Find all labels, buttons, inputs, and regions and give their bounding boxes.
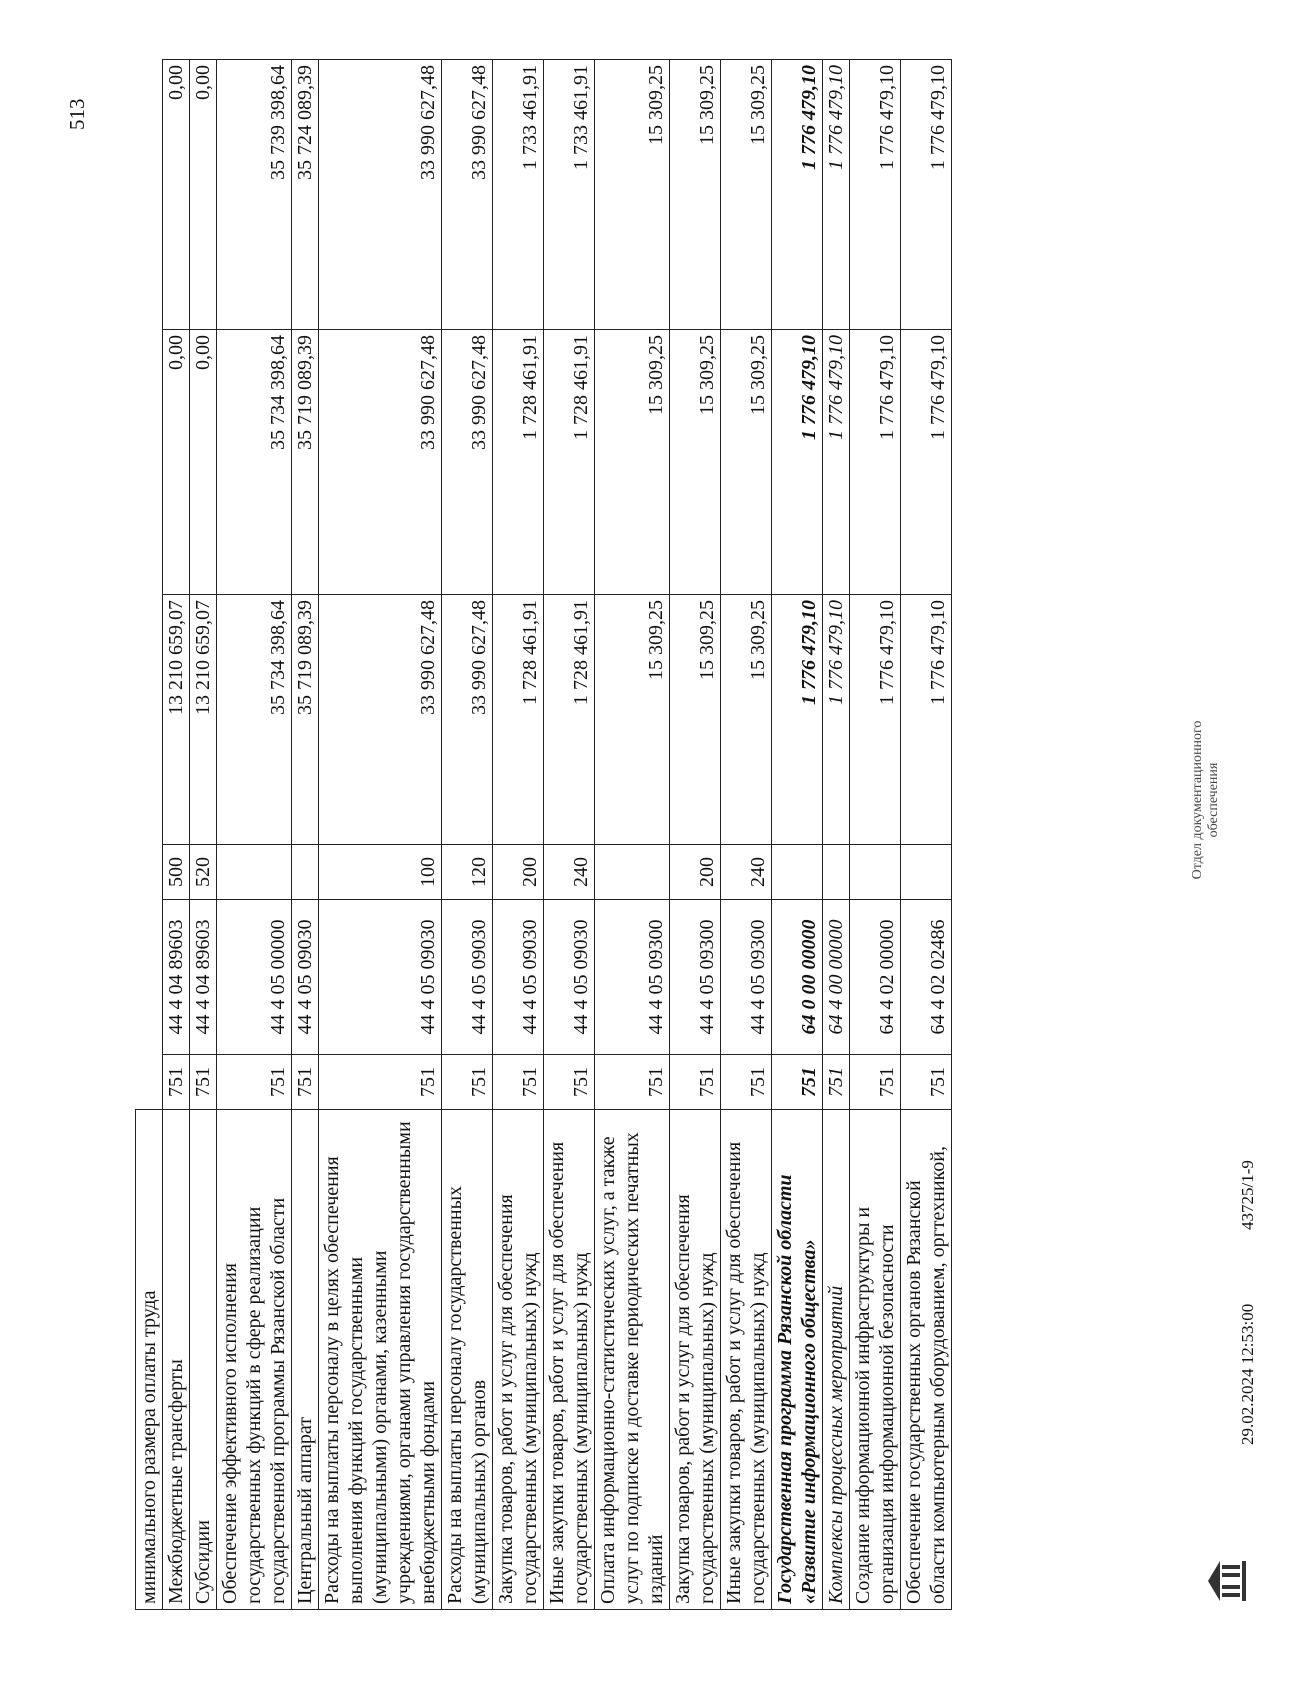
stamp-line-2: обеспечения bbox=[1206, 762, 1221, 838]
table-row bbox=[721, 60, 772, 1610]
table-row bbox=[901, 60, 952, 1610]
expense-kind-cell: 100 bbox=[319, 845, 442, 900]
page-number: 513 bbox=[65, 98, 89, 130]
sum-year-1-cell: 1 776 479,10 bbox=[901, 595, 952, 845]
sum-year-1-cell: 1 776 479,10 bbox=[772, 595, 823, 845]
dept-code-cell: 751 bbox=[319, 1055, 442, 1110]
dept-code-cell: 751 bbox=[670, 1055, 721, 1110]
sum-year-2-cell: 1 728 461,91 bbox=[544, 330, 595, 595]
dept-code-cell: 751 bbox=[901, 1055, 952, 1110]
sum-year-1-cell: 1 776 479,10 bbox=[850, 595, 901, 845]
sum-year-2-cell: 1 776 479,10 bbox=[772, 330, 823, 595]
expense-kind-cell bbox=[595, 845, 670, 900]
row-name-cell: минимального размера оплаты труда bbox=[136, 1110, 163, 1610]
target-article-cell bbox=[136, 900, 163, 1055]
sum-year-1-cell: 33 990 627,48 bbox=[442, 595, 493, 845]
table-row bbox=[595, 60, 670, 1610]
sum-year-3-cell: 15 309,25 bbox=[721, 60, 772, 330]
sum-year-2-cell bbox=[136, 330, 163, 595]
sum-year-3-cell: 0,00 bbox=[163, 60, 190, 330]
sum-year-1-cell: 33 990 627,48 bbox=[319, 595, 442, 845]
dept-code-cell: 751 bbox=[217, 1055, 292, 1110]
table-row bbox=[217, 60, 292, 1610]
row-name-cell: Закупка товаров, работ и услуг для обеспечения государственных (муниципальных) нужд bbox=[493, 1110, 544, 1610]
table-row bbox=[493, 60, 544, 1610]
row-name-cell: Центральный аппарат bbox=[292, 1110, 319, 1610]
sum-year-3-cell: 35 739 398,64 bbox=[217, 60, 292, 330]
row-name-cell: Межбюджетные трансферты bbox=[163, 1110, 190, 1610]
table-row bbox=[544, 60, 595, 1610]
expense-kind-cell bbox=[823, 845, 850, 900]
table-row bbox=[670, 60, 721, 1610]
row-name-cell: Расходы на выплаты персоналу в целях обеспечения выполнения функций государственными (муниципальными) органами, казенными учреждениями, органами управления государственными внебюджетными фондами bbox=[319, 1110, 442, 1610]
sum-year-3-cell: 15 309,25 bbox=[670, 60, 721, 330]
row-name-cell: Государственная программа Рязанской области «Развитие информационного общества» bbox=[772, 1110, 823, 1610]
stamp-line-1: Отдел документационного bbox=[1190, 720, 1205, 880]
expense-kind-cell bbox=[901, 845, 952, 900]
dept-code-cell: 751 bbox=[190, 1055, 217, 1110]
dept-code-cell: 751 bbox=[544, 1055, 595, 1110]
dept-code-cell bbox=[136, 1055, 163, 1110]
dept-code-cell: 751 bbox=[163, 1055, 190, 1110]
expense-kind-cell bbox=[136, 845, 163, 900]
sum-year-3-cell: 1 776 479,10 bbox=[850, 60, 901, 330]
sum-year-3-cell: 1 776 479,10 bbox=[901, 60, 952, 330]
target-article-cell: 44 4 05 09030 bbox=[292, 900, 319, 1055]
row-name-cell: Расходы на выплаты персоналу государственных (муниципальных) органов bbox=[442, 1110, 493, 1610]
dept-code-cell: 751 bbox=[721, 1055, 772, 1110]
sum-year-3-cell: 1 776 479,10 bbox=[772, 60, 823, 330]
row-name-cell: Субсидии bbox=[190, 1110, 217, 1610]
sum-year-1-cell bbox=[136, 595, 163, 845]
table-row bbox=[136, 60, 163, 1610]
expense-kind-cell bbox=[217, 845, 292, 900]
sum-year-2-cell: 35 719 089,39 bbox=[292, 330, 319, 595]
dept-code-cell: 751 bbox=[850, 1055, 901, 1110]
target-article-cell: 44 4 05 09300 bbox=[595, 900, 670, 1055]
sum-year-1-cell: 15 309,25 bbox=[721, 595, 772, 845]
rotated-page bbox=[65, 60, 1257, 1610]
sum-year-3-cell: 15 309,25 bbox=[595, 60, 670, 330]
sum-year-1-cell: 1 728 461,91 bbox=[544, 595, 595, 845]
table-row bbox=[823, 60, 850, 1610]
table-row bbox=[190, 60, 217, 1610]
sum-year-1-cell: 1 776 479,10 bbox=[823, 595, 850, 845]
table-row bbox=[163, 60, 190, 1610]
expense-kind-cell: 520 bbox=[190, 845, 217, 900]
expense-kind-cell: 500 bbox=[163, 845, 190, 900]
sum-year-1-cell: 35 719 089,39 bbox=[292, 595, 319, 845]
target-article-cell: 64 4 02 00000 bbox=[850, 900, 901, 1055]
sum-year-3-cell: 1 733 461,91 bbox=[493, 60, 544, 330]
expense-kind-cell bbox=[292, 845, 319, 900]
sum-year-2-cell: 0,00 bbox=[163, 330, 190, 595]
row-name-cell: Обеспечение эффективного исполнения государственных функций в сфере реализации государственной программы Рязанской области bbox=[217, 1110, 292, 1610]
row-name-cell: Оплата информационно-статистических услуг, а также услуг по подписке и доставке периодических печатных изданий bbox=[595, 1110, 670, 1610]
target-article-cell: 44 4 05 09030 bbox=[493, 900, 544, 1055]
target-article-cell: 44 4 05 09300 bbox=[721, 900, 772, 1055]
expense-kind-cell bbox=[850, 845, 901, 900]
sum-year-2-cell: 1 776 479,10 bbox=[850, 330, 901, 595]
row-name-cell: Обеспечение государственных органов Рязанской области компьютерным оборудованием, оргтехникой, bbox=[901, 1110, 952, 1610]
document-system-logo-icon bbox=[1202, 1557, 1250, 1605]
table-row bbox=[292, 60, 319, 1610]
sum-year-2-cell: 0,00 bbox=[190, 330, 217, 595]
sum-year-3-cell: 1 776 479,10 bbox=[823, 60, 850, 330]
sum-year-1-cell: 15 309,25 bbox=[670, 595, 721, 845]
sum-year-2-cell: 15 309,25 bbox=[721, 330, 772, 595]
target-article-cell: 44 4 05 09030 bbox=[319, 900, 442, 1055]
sum-year-1-cell: 1 728 461,91 bbox=[493, 595, 544, 845]
sum-year-2-cell: 1 776 479,10 bbox=[901, 330, 952, 595]
target-article-cell: 44 4 05 00000 bbox=[217, 900, 292, 1055]
page-footer bbox=[1190, 60, 1310, 1610]
sum-year-2-cell: 15 309,25 bbox=[670, 330, 721, 595]
expense-kind-cell: 120 bbox=[442, 845, 493, 900]
department-stamp bbox=[1190, 670, 1222, 930]
target-article-cell: 44 4 04 89603 bbox=[163, 900, 190, 1055]
sum-year-1-cell: 35 734 398,64 bbox=[217, 595, 292, 845]
target-article-cell: 44 4 04 89603 bbox=[190, 900, 217, 1055]
target-article-cell: 64 0 00 00000 bbox=[772, 900, 823, 1055]
target-article-cell: 64 4 00 00000 bbox=[823, 900, 850, 1055]
target-article-cell: 64 4 02 02486 bbox=[901, 900, 952, 1055]
dept-code-cell: 751 bbox=[493, 1055, 544, 1110]
dept-code-cell: 751 bbox=[595, 1055, 670, 1110]
row-name-cell: Создание информационной инфраструктуры и организация информационной безопасности bbox=[850, 1110, 901, 1610]
expense-kind-cell: 240 bbox=[544, 845, 595, 900]
expense-kind-cell: 200 bbox=[670, 845, 721, 900]
sum-year-2-cell: 15 309,25 bbox=[595, 330, 670, 595]
dept-code-cell: 751 bbox=[772, 1055, 823, 1110]
table-row bbox=[850, 60, 901, 1610]
target-article-cell: 44 4 05 09030 bbox=[544, 900, 595, 1055]
sum-year-1-cell: 13 210 659,07 bbox=[163, 595, 190, 845]
table-row bbox=[772, 60, 823, 1610]
sum-year-3-cell: 35 724 089,39 bbox=[292, 60, 319, 330]
table-row bbox=[442, 60, 493, 1610]
row-name-cell: Иные закупки товаров, работ и услуг для обеспечения государственных (муниципальных) нужд bbox=[544, 1110, 595, 1610]
row-name-cell: Иные закупки товаров, работ и услуг для обеспечения государственных (муниципальных) нужд bbox=[721, 1110, 772, 1610]
sum-year-2-cell: 1 728 461,91 bbox=[493, 330, 544, 595]
sum-year-3-cell: 33 990 627,48 bbox=[442, 60, 493, 330]
table-row bbox=[319, 60, 442, 1610]
dept-code-cell: 751 bbox=[823, 1055, 850, 1110]
footer-datetime: 29.02.2024 12:53:00 bbox=[1238, 1303, 1257, 1445]
sum-year-3-cell bbox=[136, 60, 163, 330]
dept-code-cell: 751 bbox=[292, 1055, 319, 1110]
footer-doc-number: 43725/1-9 bbox=[1238, 1160, 1257, 1230]
sum-year-3-cell: 0,00 bbox=[190, 60, 217, 330]
sum-year-2-cell: 35 734 398,64 bbox=[217, 330, 292, 595]
sum-year-2-cell: 33 990 627,48 bbox=[319, 330, 442, 595]
dept-code-cell: 751 bbox=[442, 1055, 493, 1110]
sum-year-3-cell: 1 733 461,91 bbox=[544, 60, 595, 330]
target-article-cell: 44 4 05 09300 bbox=[670, 900, 721, 1055]
sum-year-2-cell: 33 990 627,48 bbox=[442, 330, 493, 595]
sum-year-2-cell: 1 776 479,10 bbox=[823, 330, 850, 595]
expense-kind-cell: 240 bbox=[721, 845, 772, 900]
row-name-cell: Комплексы процессных мероприятий bbox=[823, 1110, 850, 1610]
expense-kind-cell bbox=[772, 845, 823, 900]
sum-year-1-cell: 15 309,25 bbox=[595, 595, 670, 845]
sum-year-1-cell: 13 210 659,07 bbox=[190, 595, 217, 845]
target-article-cell: 44 4 05 09030 bbox=[442, 900, 493, 1055]
row-name-cell: Закупка товаров, работ и услуг для обеспечения государственных (муниципальных) нужд bbox=[670, 1110, 721, 1610]
budget-table bbox=[135, 59, 952, 1610]
sum-year-3-cell: 33 990 627,48 bbox=[319, 60, 442, 330]
expense-kind-cell: 200 bbox=[493, 845, 544, 900]
